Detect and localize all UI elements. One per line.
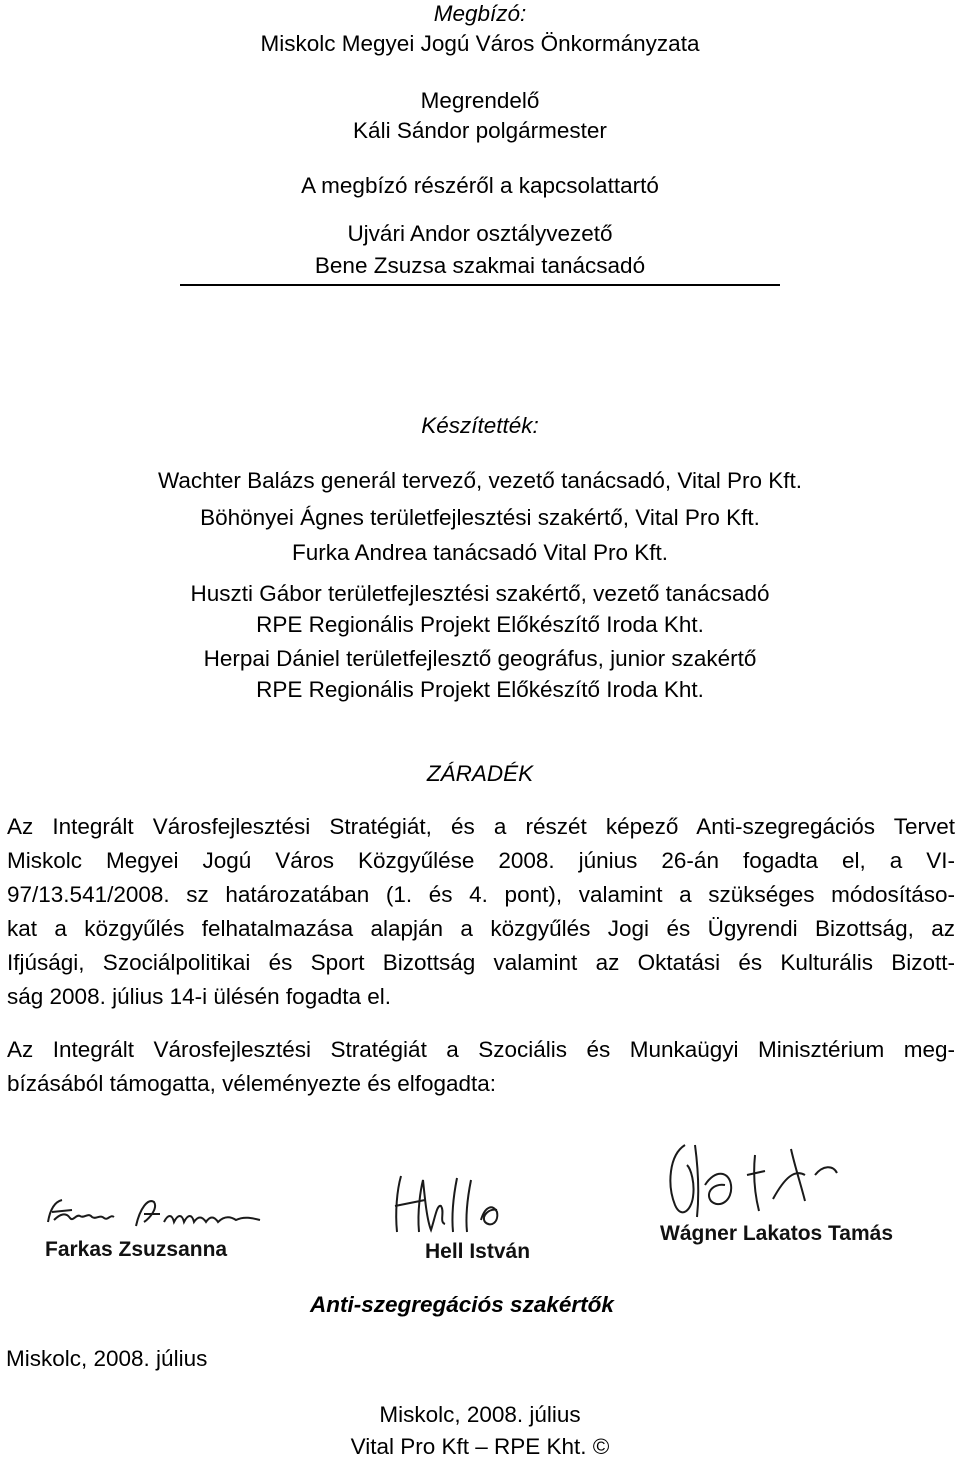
paragraph-line: Az Integrált Városfejlesztési Stratégiát a Szociális és Munkaügyi Minisztérium meg- — [7, 1037, 955, 1062]
paragraph-line: Miskolc Megyei Jogú Város Közgyűlése 2008. június 26-án fogadta el, a VI- — [7, 848, 955, 873]
author-line: RPE Regionális Projekt Előkészítő Iroda Kht. — [256, 612, 704, 637]
place-date-center: Miskolc, 2008. július — [379, 1402, 581, 1427]
handwritten-signature-icon — [385, 1170, 535, 1240]
handwritten-signature-icon — [40, 1192, 270, 1237]
contact-person-1: Ujvári Andor osztályvezető — [347, 221, 613, 246]
orderer-name: Káli Sándor polgármester — [353, 118, 607, 143]
clause-paragraph-1 — [7, 810, 955, 1014]
paragraph-line: Az Integrált Városfejlesztési Stratégiát, és a részét képező Anti-szegregációs Tervet — [7, 814, 955, 839]
client-label: Megbízó: — [433, 1, 527, 26]
paragraph-line: kat a közgyűlés felhatalmazása alapján a közgyűlés Jogi és Ügyrendi Bizottság, az — [7, 916, 955, 941]
client-name: Miskolc Megyei Jogú Város Önkormányzata — [260, 31, 700, 56]
author-line: Huszti Gábor területfejlesztési szakértő, vezető tanácsadó — [190, 581, 770, 606]
clause-title: ZÁRADÉK — [426, 761, 534, 786]
paragraph-line: 97/13.541/2008. sz határozatában (1. és 4. pont), valamint a szükséges módosításo- — [7, 882, 955, 907]
signature-hell — [385, 1170, 535, 1240]
clause-paragraph-2 — [7, 1033, 955, 1101]
signatory-name: Farkas Zsuzsanna — [45, 1238, 228, 1261]
author-line: RPE Regionális Projekt Előkészítő Iroda Kht. — [256, 677, 704, 702]
handwritten-signature-icon — [655, 1135, 845, 1225]
authors-label: Készítették: — [421, 413, 539, 438]
author-line: Furka Andrea tanácsadó Vital Pro Kft. — [291, 540, 669, 565]
signatures-caption: Anti-szegregációs szakértők — [310, 1292, 614, 1317]
divider — [180, 284, 780, 286]
contact-person-2: Bene Zsuzsa szakmai tanácsadó — [314, 253, 646, 278]
contact-label: A megbízó részéről a kapcsolattartó — [301, 173, 659, 198]
place-date-left: Miskolc, 2008. július — [6, 1346, 208, 1371]
signature-farkas — [40, 1192, 270, 1237]
orderer-label: Megrendelő — [420, 88, 540, 113]
copyright-line: Vital Pro Kft – RPE Kht. © — [350, 1434, 610, 1459]
author-line: Herpai Dániel területfejlesztő geográfus, junior szakértő — [203, 646, 757, 671]
paragraph-line: bízásából támogatta, véleményezte és elfogadta: — [7, 1071, 497, 1096]
signature-wagner — [655, 1135, 845, 1225]
paragraph-line: Ifjúsági, Szociálpolitikai és Sport Bizottság valamint az Oktatási és Kulturális Bizott- — [7, 950, 955, 975]
signatory-name: Hell István — [425, 1240, 531, 1263]
author-line: Böhönyei Ágnes területfejlesztési szakértő, Vital Pro Kft. — [200, 505, 760, 530]
signatory-name: Wágner Lakatos Tamás — [660, 1222, 894, 1245]
author-line: Wachter Balázs generál tervező, vezető tanácsadó, Vital Pro Kft. — [157, 468, 803, 493]
paragraph-line: ság 2008. július 14-i ülésén fogadta el. — [7, 984, 392, 1009]
